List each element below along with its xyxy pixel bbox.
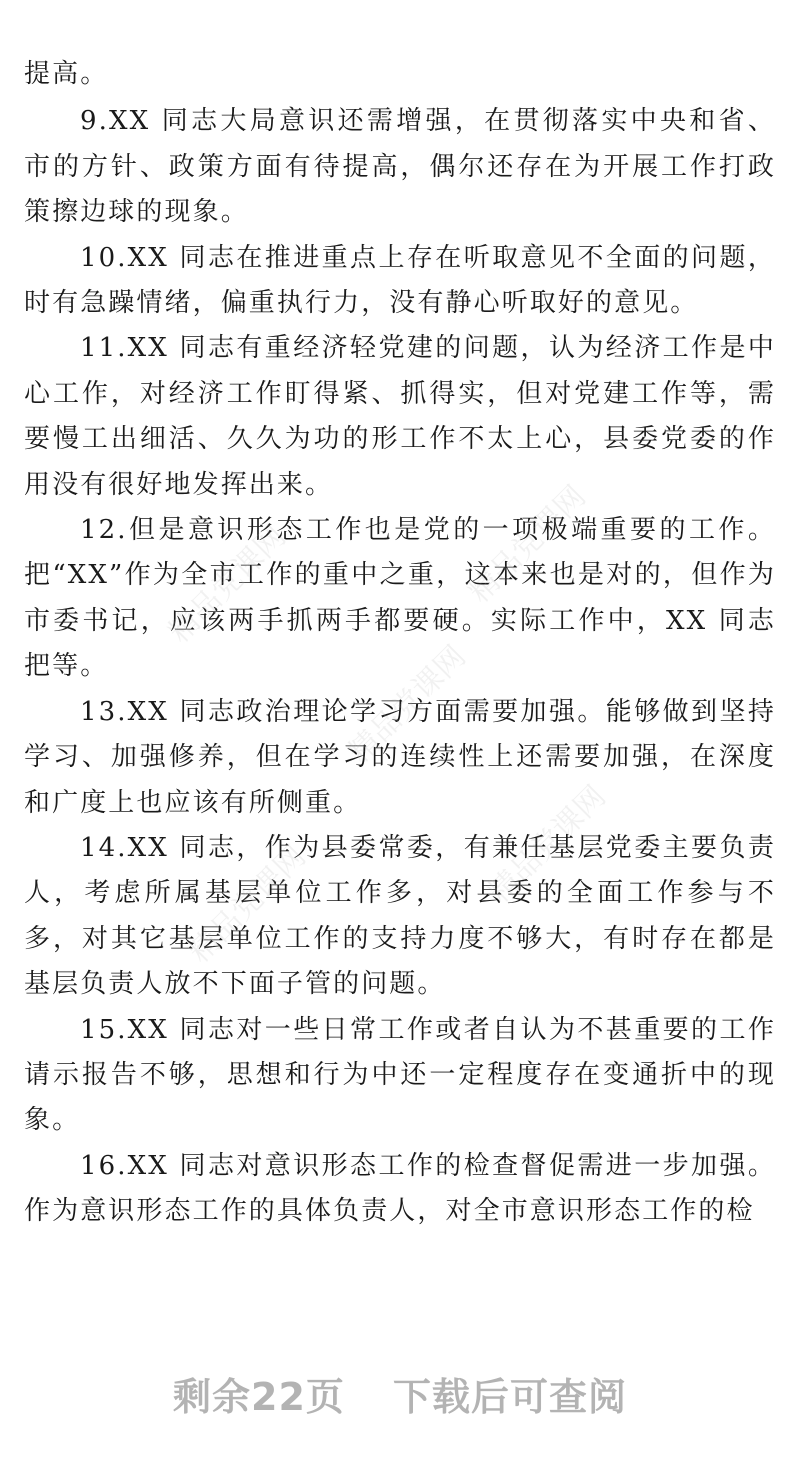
remaining-pages-label: 剩余22页 bbox=[173, 1375, 345, 1419]
paragraph: 13.XX 同志政治理论学习方面需要加强。能够做到坚持学习、加强修养，但在学习的连续性上还需要加强，在深度和广度上也应该有所侧重。 bbox=[24, 696, 776, 818]
paragraph: 提高。 bbox=[24, 59, 109, 89]
document-body bbox=[24, 52, 776, 1235]
watermark: 精品党课网 bbox=[342, 639, 473, 770]
paragraph: 12.但是意识形态工作也是党的一项极端重要的工作。把“XX”作为全市工作的重中之重，这本来也是对的，但作为市委书记，应该两手抓两手都要硬。实际工作中，XX 同志把等。 bbox=[24, 515, 776, 682]
paragraph: 10.XX 同志在推进重点上存在听取意见不全面的问题，时有急躁情绪，偏重执行力，没有静心听取好的意见。 bbox=[24, 242, 776, 319]
paragraph: 11.XX 同志有重经济轻党建的问题，认为经济工作是中心工作，对经济工作盯得紧、抓得实，但对党建工作等，需要慢工出细活、久久为功的形工作不太上心，县委党委的作用没有很好地发挥出来。 bbox=[24, 333, 776, 500]
watermark: 精品党课网 bbox=[482, 779, 613, 910]
paragraph: 15.XX 同志对一些日常工作或者自认为不甚重要的工作请示报告不够，思想和行为中还一定程度存在变通折中的现象。 bbox=[24, 1014, 776, 1136]
download-to-view-label: 下载后可查阅 bbox=[392, 1375, 627, 1419]
watermark: 精品党课网 bbox=[162, 519, 293, 650]
paragraph: 9.XX 同志大局意识还需增强，在贯彻落实中央和省、市的方针、政策方面有待提高，偶尔还存在为开展工作打政策擦边球的现象。 bbox=[24, 106, 776, 228]
watermark: 精品党课网 bbox=[182, 839, 313, 970]
download-prompt-bar[interactable] bbox=[0, 1372, 800, 1422]
paragraph: 14.XX 同志，作为县委常委，有兼任基层党委主要负责人，考虑所属基层单位工作多，对县委的全面工作参与不多，对其它基层单位工作的支持力度不够大，有时存在都是基层负责人放不下面子管的问题。 bbox=[24, 832, 776, 1000]
watermark: 精品党课网 bbox=[462, 479, 593, 610]
download-prompt[interactable] bbox=[173, 1372, 627, 1422]
paragraph: 16.XX 同志对意识形态工作的检查督促需进一步加强。作为意识形态工作的具体负责人，对全市意识形态工作的检 bbox=[24, 1150, 776, 1227]
